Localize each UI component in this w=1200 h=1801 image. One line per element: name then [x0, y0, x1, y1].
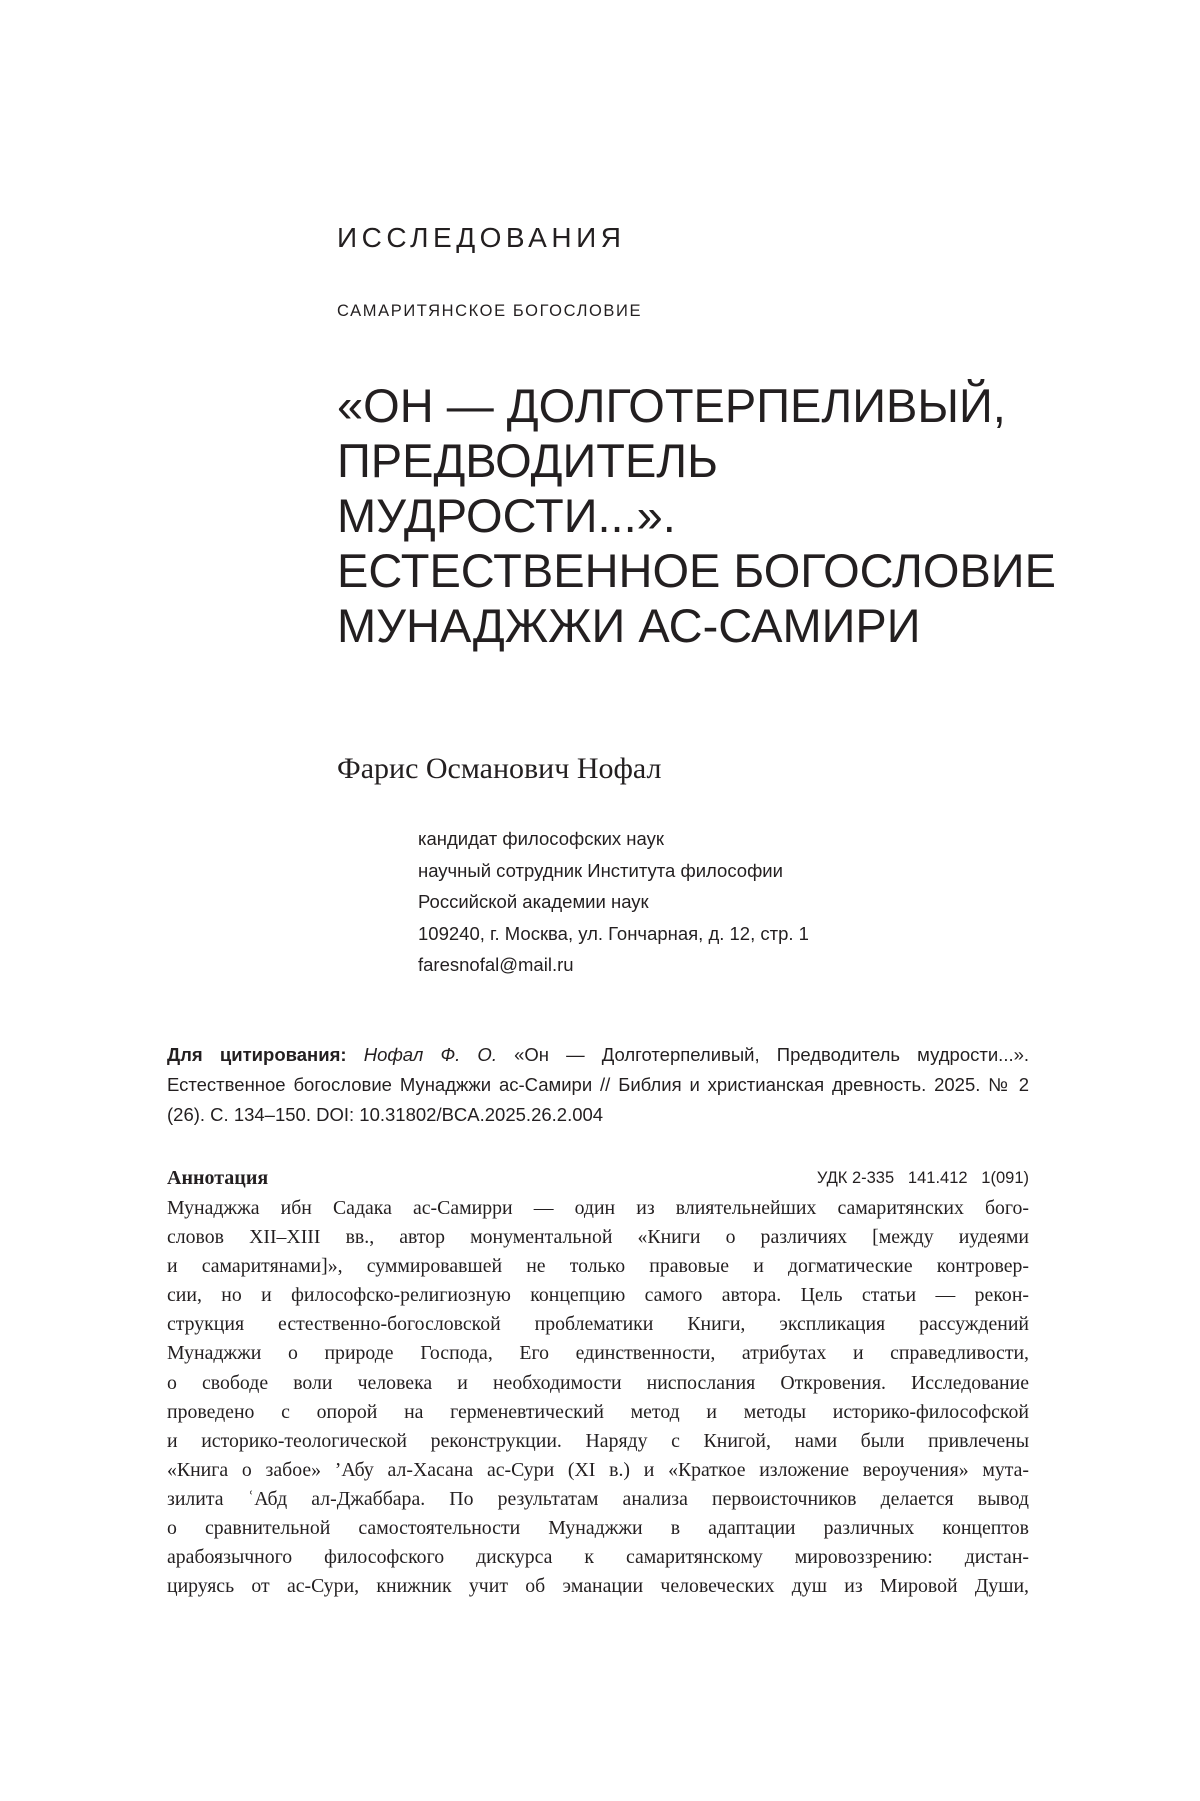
abstract-line: струкция естественно-богословской проблематики Книги, экспликация рассуждений: [167, 1313, 1029, 1336]
title-line: ПРЕДВОДИТЕЛЬ: [337, 434, 718, 487]
citation-text: «Он — Долготерпеливый, Предводитель мудрости...». Естественное богословие Мунаджжи ас-Самири // Библия и христианская древность. 2025. № 2 (26). С. 134–150. DOI: 10.31802/BCA.2025.26.2.004: [167, 1044, 1030, 1125]
author-affiliation: [418, 823, 809, 981]
title-line: МУНАДЖЖИ АС-САМИРИ: [337, 599, 921, 652]
abstract-line: и самаритянами]», суммировавшей не только правовые и догматические контровер-: [167, 1255, 1029, 1278]
abstract-line: арабоязычного философского дискурса к самаритянскому мировоззрению: дистан-: [167, 1546, 1029, 1569]
abstract-header: [167, 1167, 1029, 1193]
abstract-text: [167, 1194, 1029, 1601]
abstract-line: проведено с опорой на герменевтический метод и методы историко-философской: [167, 1400, 1029, 1423]
author-name: Фарис Османович Нофал: [337, 752, 662, 785]
affiliation-degree: кандидат философских наук: [418, 828, 664, 849]
rubric-label: САМАРИТЯНСКОЕ БОГОСЛОВИЕ: [337, 302, 643, 320]
affiliation-position: научный сотрудник Института философии: [418, 859, 783, 881]
abstract-line: Мунаджжа ибн Садака ас-Самирри — один из влиятельнейших самаритянских бого-: [167, 1197, 1029, 1219]
article-title: [337, 378, 1127, 653]
abstract-line: и историко-теологической реконструкции. Наряду с Книгой, нами были привлечены: [167, 1429, 1029, 1452]
title-line: ЕСТЕСТВЕННОЕ БОГОСЛОВИЕ: [337, 544, 1056, 597]
abstract-line: словов XII–XIII вв., автор монументальной «Книги о различиях [между иудеями: [167, 1226, 1029, 1249]
author-email[interactable]: faresnofal@mail.ru: [418, 954, 574, 975]
affiliation-address: 109240, г. Москва, ул. Гончарная, д. 12, стр. 1: [418, 922, 809, 944]
abstract-line: цируясь от ас-Сури, книжник учит об эманации человеческих душ из Мировой Души,: [167, 1575, 1029, 1598]
citation-label: Для цитирования:: [167, 1044, 347, 1065]
citation-block: [167, 1040, 1029, 1130]
section-label: ИССЛЕДОВАНИЯ: [337, 222, 626, 253]
abstract-line: зилита ʿАбд ал-Джаббара. По результатам анализа первоисточников делается вывод: [167, 1487, 1029, 1510]
abstract-heading: Аннотация: [167, 1167, 269, 1189]
abstract-line: о сравнительной самостоятельности Мунаджжи в адаптации различных концептов: [167, 1517, 1029, 1540]
abstract-line: о свободе воли человека и необходимости ниспослания Откровения. Исследование: [167, 1371, 1029, 1394]
abstract-line: сии, но и философско-религиозную концепцию самого автора. Цель статьи — рекон-: [167, 1284, 1029, 1307]
citation-authors: Нофал Ф. О.: [363, 1044, 497, 1065]
title-line: «ОН — ДОЛГОТЕРПЕЛИВЫЙ,: [337, 379, 1006, 432]
abstract-line: Мунаджжи о природе Господа, Его единственности, атрибутах и справедливости,: [167, 1342, 1029, 1365]
abstract-line: «Книга о забое» ’Абу ал-Хасана ас-Сури (XI в.) и «Краткое изложение вероучения» мута-: [167, 1458, 1029, 1481]
title-line: МУДРОСТИ...».: [337, 489, 676, 542]
affiliation-organization: Российской академии наук: [418, 891, 649, 912]
udc-code: УДК 2-335 141.412 1(091): [816, 1169, 1029, 1187]
